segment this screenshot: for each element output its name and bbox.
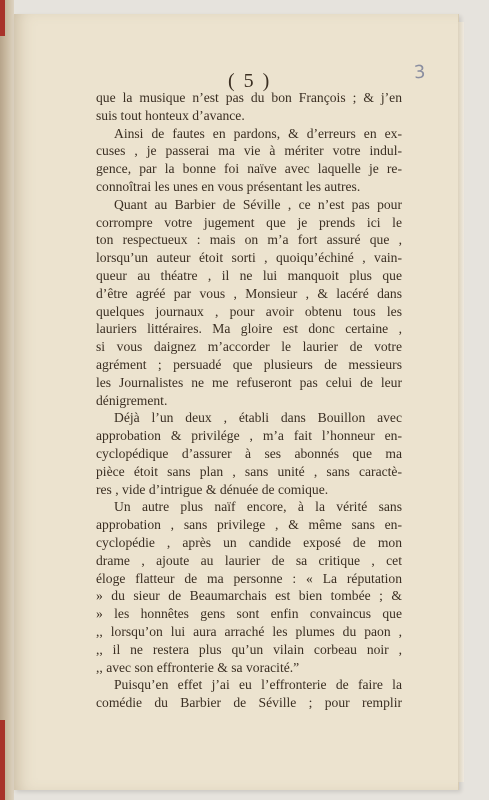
text-line: ,, il ne restera plus qu’un vilain corbeau noir , — [96, 641, 402, 657]
text-line: éloge flatteur de ma personne : « La réputation — [96, 570, 402, 586]
text-line: gence, par la bonne foi naïve avec laquelle je re- — [96, 161, 402, 177]
text-line: ,, avec son effronterie & sa voracité.” — [96, 659, 300, 675]
text-line: lauriers littéraires. Ma gloire est donc certaine , — [96, 321, 402, 337]
text-line: cyclopédique d’assurer à ses abonnés que ma — [96, 445, 402, 461]
text-line: drame , ajoute au laurier de sa critique , cet — [96, 552, 402, 568]
page-edge — [458, 22, 464, 782]
text-line: Quant au Barbier de Séville , ce n’est pas pour — [114, 196, 402, 212]
text-line: ,, lorsqu’on lui aura arraché les plumes du paon , — [96, 623, 402, 639]
book-spine — [0, 0, 14, 800]
text-line: res , vide d’intrigue & dénuée de comique. — [96, 481, 329, 497]
binding-edge — [0, 0, 5, 36]
text-line: pièce étoit sans plan , sans unité , sans caractè- — [96, 463, 402, 479]
text-line: comédie du Barbier de Séville ; pour remplir — [96, 695, 402, 711]
text-line: queur au théatre , il ne lui manquoit plus que — [96, 267, 402, 283]
text-line: Un autre plus naïf encore, à la vérité sans — [114, 499, 402, 515]
binding-edge — [0, 720, 5, 800]
text-line: dénigrement. — [96, 392, 168, 408]
text-line: ton respectueux : mais on m’a fort assuré que , — [96, 232, 402, 248]
text-line: lorsqu’un auteur étoit sorti , quoiqu’échiné , vain- — [96, 250, 402, 266]
text-line: approbation , sans privilege , & même sans en- — [96, 517, 402, 533]
body-text — [96, 89, 402, 712]
text-line: Ainsi de fautes en pardons, & d’erreurs en ex- — [114, 125, 402, 141]
text-line: que la musique n’est pas du bon François ; & j’en — [96, 90, 402, 105]
text-line: les Journalistes ne me refuseront pas celui de leur — [96, 374, 402, 390]
text-line: Puisqu’en effet j’ai eu l’effronterie de faire la — [114, 677, 402, 693]
page-number: ( 5 ) — [228, 70, 272, 92]
text-line: » les honnêtes gens sont enfin convaincus que — [96, 606, 402, 622]
text-line: approbation & privilége , m’a fait l’honneur en- — [96, 428, 402, 444]
text-line: d’être agréé par vous , Monsieur , & lacéré dans — [96, 285, 402, 301]
text-line: quelques journaux , pour avoir obtenu tous les — [96, 303, 402, 319]
text-line: cyclopédie , après un candide exposé de mon — [96, 534, 402, 550]
text-line: si vous daignez m’accorder le laurier de votre — [96, 339, 402, 355]
pencil-annotation: 3 — [413, 61, 427, 84]
text-line: corrompre votre jugement que je prends ici le — [96, 214, 402, 230]
text-line: suis tout honteux d’avance. — [96, 107, 245, 123]
text-line: connoîtrai les unes en vous présentant les autres. — [96, 178, 361, 194]
text-line: Déjà l’un deux , établi dans Bouillon avec — [114, 410, 402, 426]
text-line: cuses , je passerai ma vie à mériter votre indul- — [96, 143, 402, 159]
text-line: » du sieur de Beaumarchais est bien tombée ; & — [96, 588, 402, 604]
text-line: agrément ; persuadé que plusieurs de messieurs — [96, 356, 402, 372]
